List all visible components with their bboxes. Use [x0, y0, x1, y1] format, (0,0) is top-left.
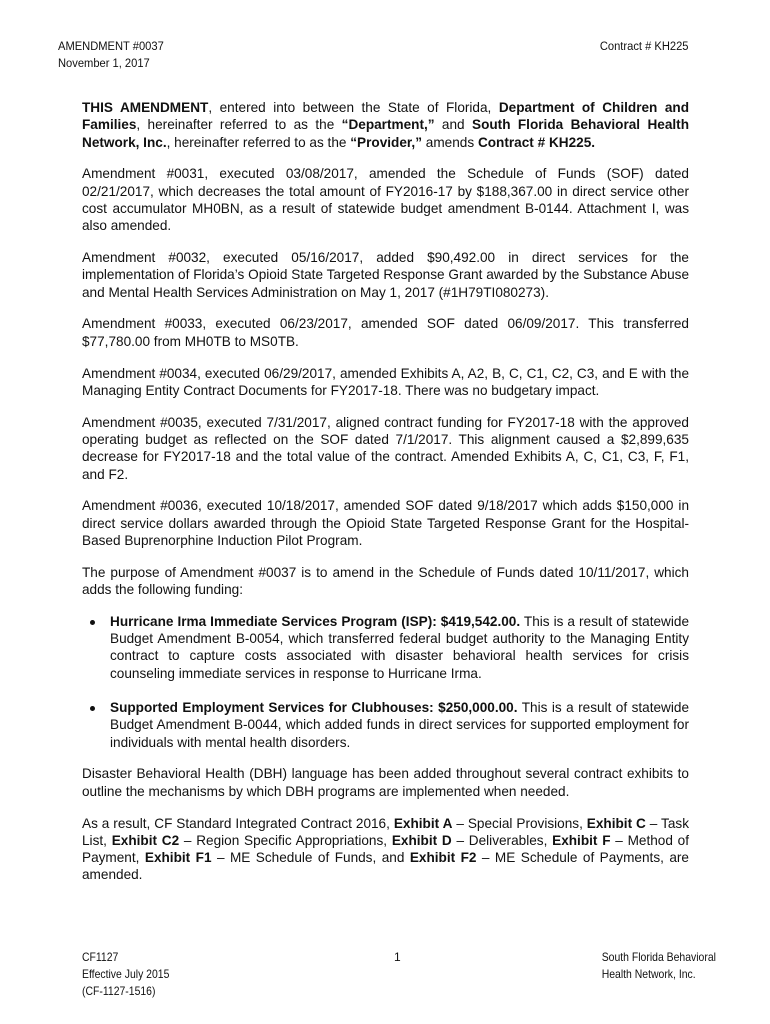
result-text: – Special Provisions, — [452, 815, 587, 831]
exhibit-label: Exhibit D — [391, 832, 452, 848]
provider-line-2: Health Network, Inc. — [601, 968, 696, 981]
funding-list — [82, 613, 689, 751]
provider-name: South Florida Behavioral Health Network, Inc. — [82, 117, 690, 150]
exhibit-label: Exhibit C — [586, 815, 646, 831]
result-text: – Method of Payment, — [82, 832, 689, 866]
amendment-0035-paragraph: Amendment #0035, executed 7/31/2017, aligned contract funding for FY2017-18 with the approved operating budget as reflected on the SOF dated 7/1/2017. This alignment caused a $2,899,635 decrease for FY2017-18 and the total value of the contract. Amended Exhibits A, C, C1, C3, F, F1, and F2. — [82, 414, 689, 482]
list-item — [82, 699, 689, 751]
funding-item-text: This is a result of statewide Budget Amendment B-0044, which added funds in direct services for supported employment for individuals with mental health disorders. — [110, 700, 690, 750]
amendment-0032-paragraph: Amendment #0032, executed 05/16/2017, added $90,492.00 in direct services for the implementation of Florida’s Opioid State Targeted Response Grant awarded by the Substance Abuse and Mental Health Services Administration on May 1, 2017 (#1H79TI080273). — [82, 250, 689, 300]
bullet-icon — [90, 706, 95, 711]
contract-number: Contract # KH225 — [599, 39, 688, 53]
department-label: “Department,” — [341, 117, 435, 133]
provider-label: “Provider,” — [350, 134, 423, 150]
intro-text: , hereinafter referred to as the — [166, 134, 351, 150]
purpose-paragraph: The purpose of Amendment #0037 is to amend in the Schedule of Funds dated 10/11/2017, which adds the following funding: — [82, 564, 689, 598]
intro-lead: THIS AMENDMENT — [82, 100, 209, 115]
list-item — [82, 613, 689, 682]
result-text: – Region Specific Appropriations, — [179, 832, 392, 848]
exhibit-label: Exhibit F2 — [409, 850, 477, 866]
dbh-paragraph: Disaster Behavioral Health (DBH) language has been added throughout several contract exhibits to outline the mechanisms by which DBH programs are implemented when needed. — [82, 766, 689, 799]
intro-text: and — [434, 117, 472, 133]
intro-text: , entered into between the State of Florida, — [208, 100, 499, 115]
result-text: – Task List, — [82, 815, 690, 848]
result-text: – ME Schedule of Funds, and — [211, 850, 410, 866]
amendment-0031-paragraph: Amendment #0031, executed 03/08/2017, amended the Schedule of Funds (SOF) dated 02/21/2017, which decreases the total amount of FY2016-17 by $188,367.00 in direct service other cost accumulator MH0BN, as a result of statewide budget amendment B-0144. Attachment I, was also amended. — [82, 166, 689, 234]
intro-paragraph — [82, 99, 689, 151]
form-code: (CF-1127-1516) — [82, 985, 156, 998]
exhibit-label: Exhibit F1 — [144, 850, 212, 866]
result-text: – ME Schedule of Payments, are amended. — [82, 850, 689, 883]
footer-provider — [602, 949, 716, 983]
form-number: CF1127 — [82, 951, 119, 964]
exhibit-label: Exhibit F — [552, 832, 611, 848]
page-header-left — [58, 38, 164, 72]
result-text: As a result, CF Standard Integrated Contract 2016, — [82, 815, 394, 831]
amendment-0036-paragraph: Amendment #0036, executed 10/18/2017, amended SOF dated 9/18/2017 which adds $150,000 in direct service dollars awarded through the Opioid State Targeted Response Grant for the Hospital-Based Buprenorphine Induction Pilot Program. — [82, 498, 689, 548]
result-text: – Deliverables, — [451, 832, 553, 848]
provider-line-1: South Florida Behavioral — [601, 951, 716, 964]
funding-item-title: Hurricane Irma Immediate Services Program (ISP): $419,542.00. — [110, 613, 521, 629]
footer-form-info — [82, 949, 169, 1000]
exhibit-label: Exhibit C2 — [111, 832, 180, 848]
contract-reference: Contract # KH225. — [477, 134, 596, 150]
amendment-number: AMENDMENT #0037 — [58, 39, 164, 53]
funding-item-text: This is a result of statewide Budget Amendment B-0054, which transferred federal budget authority to the Managing Entity contract to capture costs associated with disaster behavioral health services for crisis counseling immediate services in response to Hurricane Irma. — [110, 613, 690, 681]
page-number: 1 — [394, 950, 401, 964]
form-effective-date: Effective July 2015 — [82, 968, 170, 981]
exhibit-label: Exhibit A — [393, 815, 453, 831]
amendment-0034-paragraph: Amendment #0034, executed 06/29/2017, amended Exhibits A, A2, B, C, C1, C2, C3, and E with the Managing Entity Contract Documents for FY2017-18. There was no budgetary impact. — [82, 365, 689, 398]
intro-text: amends — [422, 134, 478, 150]
department-name: Department of Children and Families — [82, 100, 690, 133]
amendment-0033-paragraph: Amendment #0033, executed 06/23/2017, amended SOF dated 06/09/2017. This transferred $77,780.00 from MH0TB to MS0TB. — [82, 316, 689, 349]
bullet-icon — [90, 620, 95, 625]
funding-item-title: Supported Employment Services for Clubhouses: $250,000.00. — [110, 700, 518, 716]
document-body — [82, 99, 689, 898]
intro-text: , hereinafter referred to as the — [136, 117, 342, 133]
result-paragraph — [82, 815, 689, 884]
amendment-date: November 1, 2017 — [58, 56, 150, 70]
